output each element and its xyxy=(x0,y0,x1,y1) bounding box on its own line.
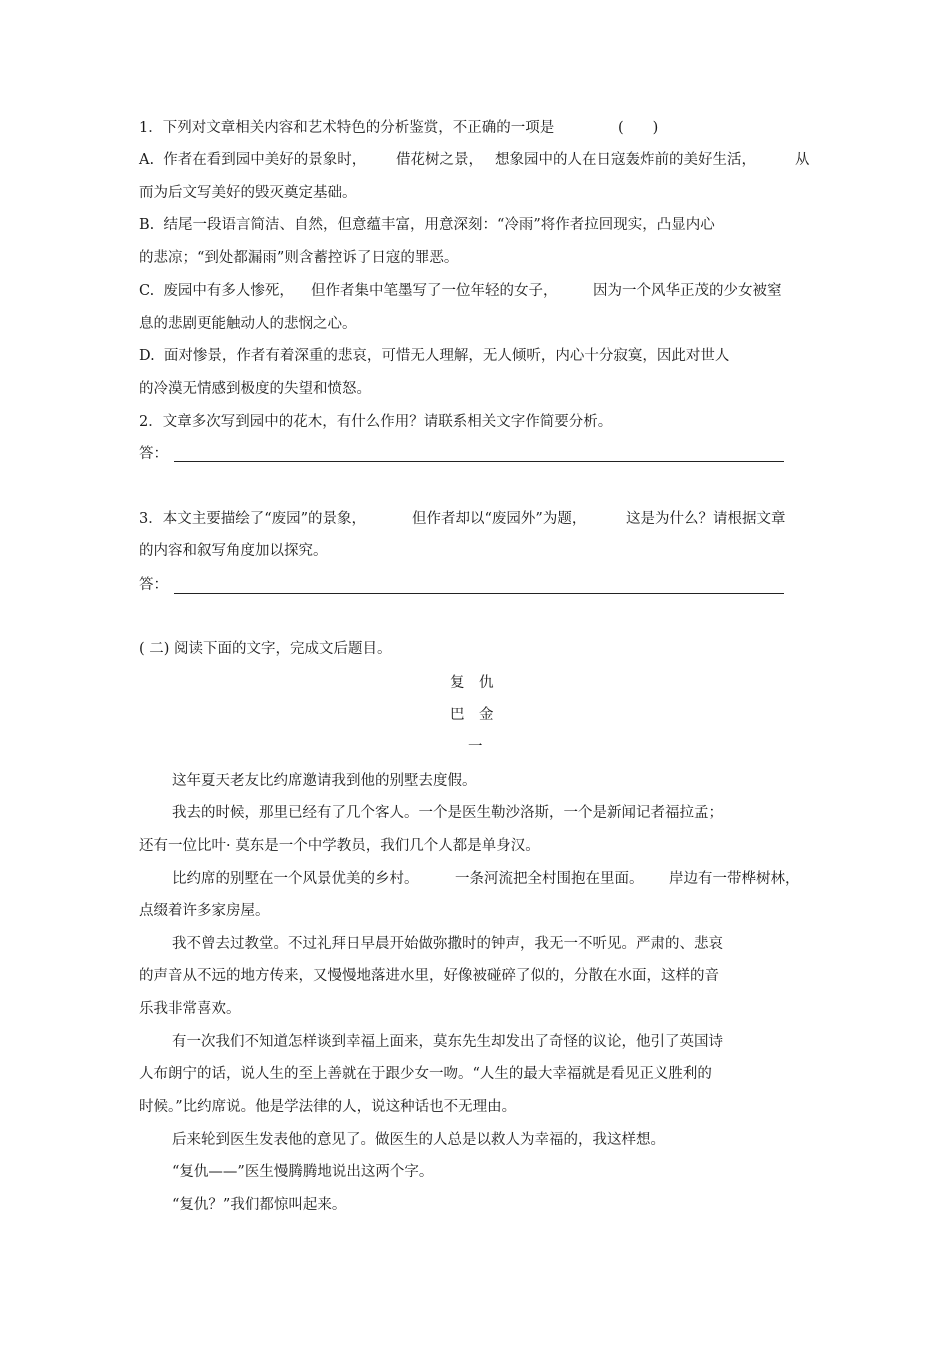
story-p5-line3: 时候。”比约席说。他是学法律的人，说这种话也不无理由。 xyxy=(139,1099,517,1115)
story-p4-line3: 乐我非常喜欢。 xyxy=(139,1001,241,1017)
q1-stem: 1．下列对文章相关内容和艺术特色的分析鉴赏，不正确的一项是 xyxy=(139,120,555,136)
story-p2-line1: 我去的时候，那里已经有了几个客人。一个是医生勒沙洛斯，一个是新闻记者福拉孟； xyxy=(172,805,723,821)
option-c-line1b: 但作者集中笔墨写了一位年轻的女子， xyxy=(311,283,558,299)
story-p6: 后来轮到医生发表他的意见了。做医生的人总是以救人为幸福的，我这样想。 xyxy=(172,1132,665,1148)
q1-bracket: ( ) xyxy=(618,120,659,136)
story-p5-line1: 有一次我们不知道怎样谈到幸福上面来，莫东先生却发出了奇怪的议论，他引了英国诗 xyxy=(172,1034,723,1050)
story-author: 巴 金 xyxy=(450,707,494,723)
story-p3-line1c: 岸边有一带桦树林， xyxy=(669,871,800,887)
story-p1: 这年夏天老友比约席邀请我到他的别墅去度假。 xyxy=(172,773,477,789)
story-p4-line1: 我不曾去过教堂。不过礼拜日早晨开始做弥撒时的钟声，我无一不听见。严肃的、悲哀 xyxy=(172,936,723,952)
q3-answer-label: 答： xyxy=(139,577,168,593)
story-p8: “复仇？”我们都惊叫起来。 xyxy=(172,1197,347,1213)
story-p3-line2: 点缀着许多家房屋。 xyxy=(139,903,270,919)
option-a-line1b: 借花树之景， xyxy=(396,152,483,168)
section-heading: ( 二) 阅读下面的文字，完成文后题目。 xyxy=(139,641,392,657)
option-b-line1: B. 结尾一段语言简洁、自然，但意蕴丰富，用意深刻：“冷雨”将作者拉回现实，凸显内心 xyxy=(139,217,715,233)
option-d-line2: 的冷漠无情感到极度的失望和愤怒。 xyxy=(139,381,371,397)
q2-stem: 2．文章多次写到园中的花木，有什么作用？请联系相关文字作简要分析。 xyxy=(139,414,613,430)
story-title: 复 仇 xyxy=(450,675,494,691)
option-a-line1c: 想象园中的人在日寇轰炸前的美好生活， xyxy=(495,152,756,168)
part-number: 一 xyxy=(468,739,483,755)
option-a-line2: 而为后文写美好的毁灭奠定基础。 xyxy=(139,185,357,201)
option-a-line1a: A. 作者在看到园中美好的景象时， xyxy=(139,152,367,168)
q3-line2: 的内容和叙写角度加以探究。 xyxy=(139,543,328,559)
option-d-line1: D. 面对惨景，作者有着深重的悲哀，可惜无人理解，无人倾听，内心十分寂寞，因此对世人 xyxy=(139,348,730,364)
q3-line1c: 这是为什么？请根据文章 xyxy=(626,511,786,527)
story-p2-line2: 还有一位比叶· 莫东是一个中学教员，我们几个人都是单身汉。 xyxy=(139,838,540,854)
option-c-line1a: C. 废园中有多人惨死， xyxy=(139,283,294,299)
option-c-line1c: 因为一个风华正茂的少女被窒 xyxy=(593,283,782,299)
story-p4-line2: 的声音从不远的地方传来，又慢慢地落进水里，好像被碰碎了似的，分散在水面，这样的音 xyxy=(139,968,719,984)
q3-line1a: 3．本文主要描绘了“废园”的景象， xyxy=(139,511,367,527)
story-p3-line1b: 一条河流把全村围抱在里面。 xyxy=(455,871,644,887)
q3-line1b: 但作者却以“废园外”为题， xyxy=(412,511,587,527)
q2-answer-line[interactable] xyxy=(174,461,784,462)
option-b-line2: 的悲凉；“到处都漏雨”则含蓄控诉了日寇的罪恶。 xyxy=(139,250,459,266)
q2-answer-label: 答： xyxy=(139,446,168,462)
option-c-line2: 息的悲剧更能触动人的悲悯之心。 xyxy=(139,316,357,332)
story-p3-line1a: 比约席的别墅在一个风景优美的乡村。 xyxy=(172,871,419,887)
story-p5-line2: 人布朗宁的话，说人生的至上善就在于跟少女一吻。“人生的最大幸福就是看见正义胜利的 xyxy=(139,1066,712,1082)
story-p7: “复仇——”医生慢腾腾地说出这两个字。 xyxy=(172,1164,434,1180)
q3-answer-line[interactable] xyxy=(174,593,784,594)
option-a-line1d: 从 xyxy=(795,152,810,168)
